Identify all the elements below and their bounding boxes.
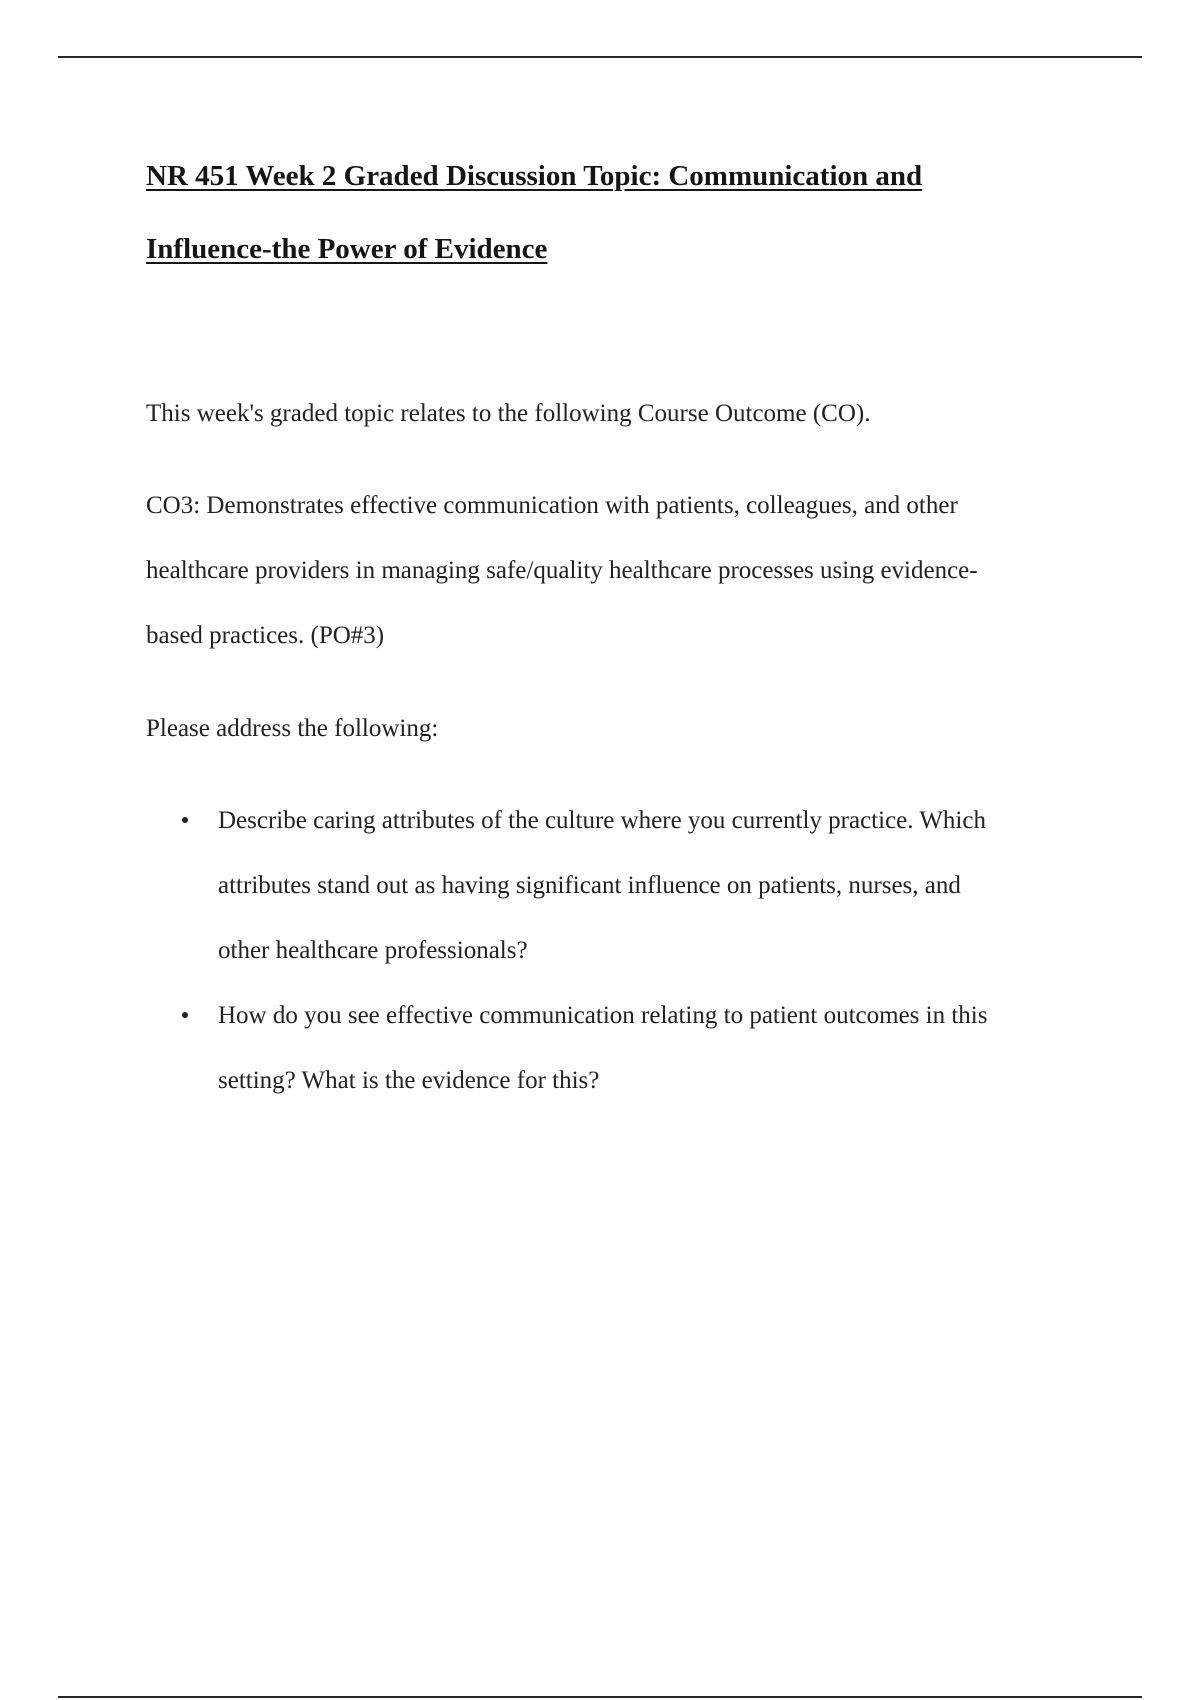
course-outcome-line: healthcare providers in managing safe/quality healthcare processes using evidence- bbox=[146, 557, 978, 584]
intro-paragraph: This week's graded topic relates to the following Course Outcome (CO). bbox=[146, 400, 871, 427]
list-item bbox=[146, 788, 1106, 983]
list-item-line: Describe caring attributes of the culture where you currently practice. Which bbox=[218, 807, 986, 834]
question-list bbox=[146, 788, 1106, 1113]
bullet-icon bbox=[182, 1012, 188, 1018]
top-rule bbox=[58, 56, 1142, 58]
title-line: NR 451 Week 2 Graded Discussion Topic: Communication and bbox=[146, 160, 923, 192]
document-title bbox=[146, 140, 1086, 286]
course-outcome-paragraph bbox=[146, 473, 1106, 668]
bullet-icon bbox=[182, 817, 188, 823]
title-line: Influence-the Power of Evidence bbox=[146, 233, 548, 265]
list-item-line: attributes stand out as having significant influence on patients, nurses, and bbox=[218, 872, 961, 899]
document-body bbox=[146, 140, 1106, 1094]
list-item-line: How do you see effective communication relating to patient outcomes in this bbox=[218, 1002, 988, 1029]
list-item-line: setting? What is the evidence for this? bbox=[218, 1067, 600, 1094]
address-prompt: Please address the following: bbox=[146, 715, 439, 742]
course-outcome-line: based practices. (PO#3) bbox=[146, 622, 385, 649]
list-item bbox=[146, 983, 1106, 1113]
bottom-rule bbox=[58, 1696, 1142, 1698]
list-item-line: other healthcare professionals? bbox=[218, 937, 528, 964]
course-outcome-line: CO3: Demonstrates effective communication with patients, colleagues, and other bbox=[146, 492, 958, 519]
